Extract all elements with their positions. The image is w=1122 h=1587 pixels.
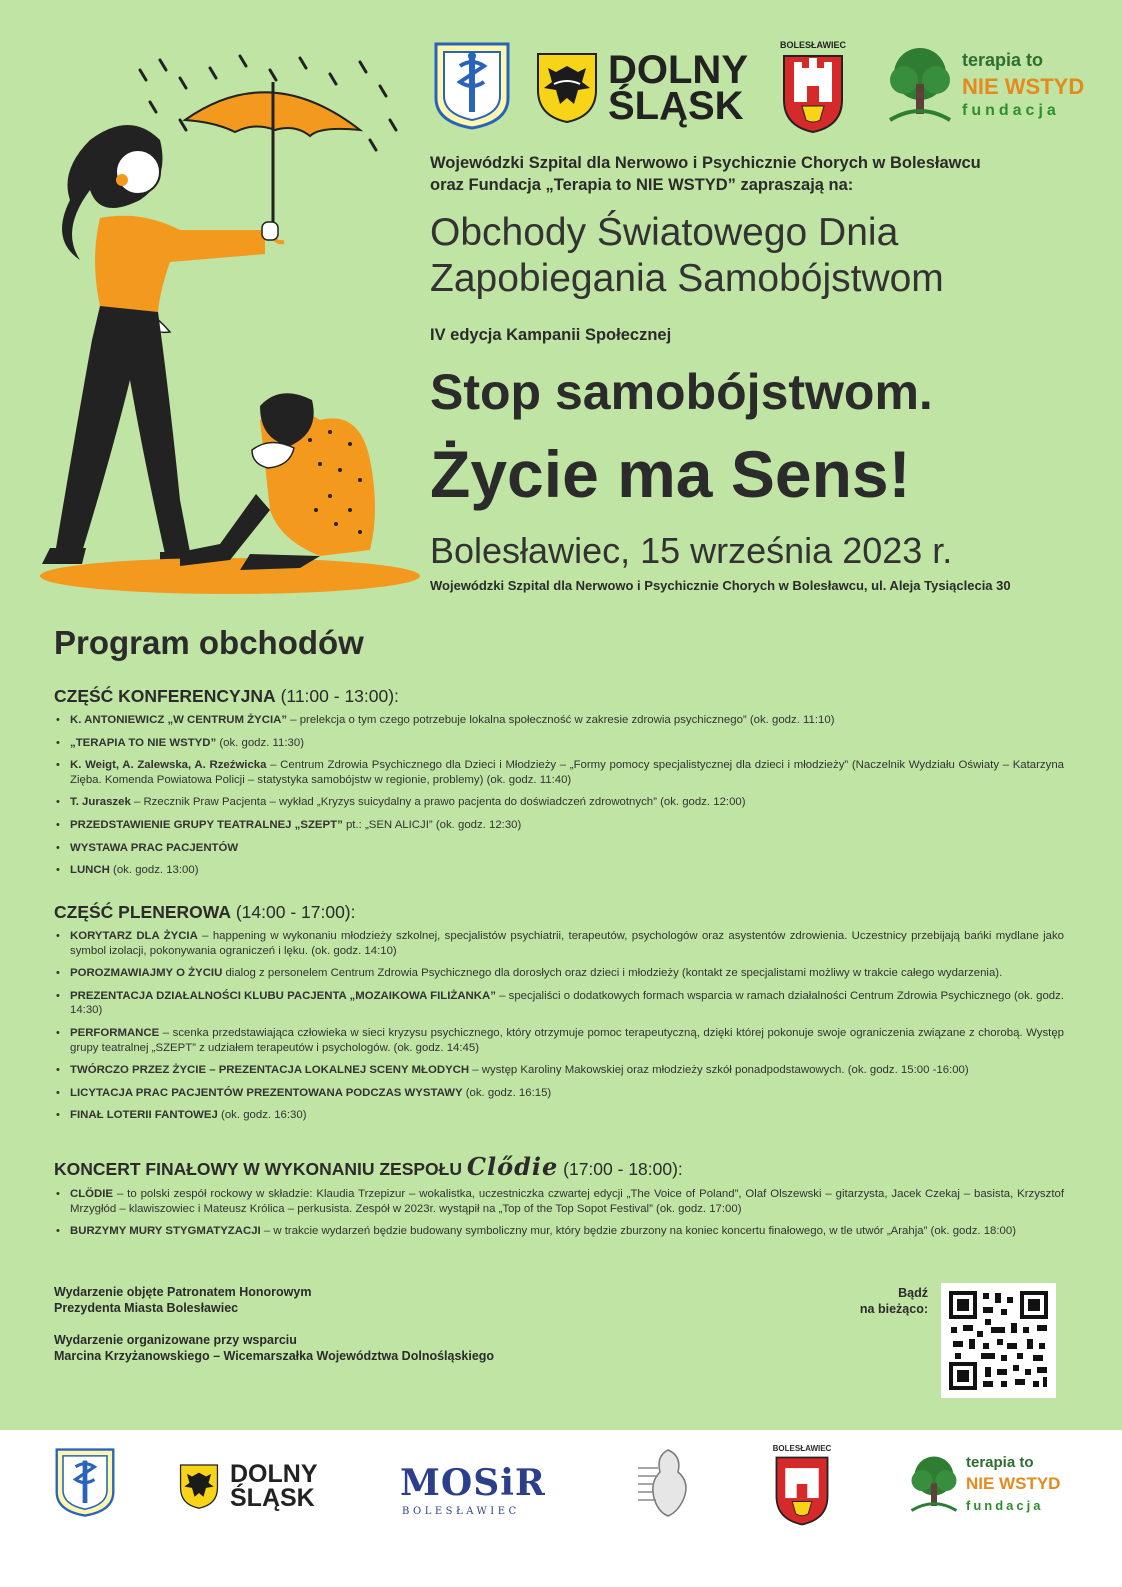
support-line-2: Marcina Krzyżanowskiego – Wicemarszałka Województwa Dolnośląskiego bbox=[54, 1349, 495, 1363]
item-bold: K. ANTONIEWICZ „W CENTRUM ŻYCIA” bbox=[70, 714, 288, 726]
mosir-subtext: BOLESŁAWIEC bbox=[402, 1506, 520, 1517]
item-text: – prelekcja o tym czego potrzebuje lokalna społeczność w zakresie zdrowia psychicznego” (ok. godz. 11:10) bbox=[287, 714, 835, 726]
footer-boleslawiec-crest bbox=[772, 1444, 832, 1528]
umbrella-illustration bbox=[20, 40, 420, 600]
item-text: (ok. godz. 11:30) bbox=[216, 736, 304, 749]
patronage-note bbox=[54, 1284, 311, 1316]
fundacja-line2: NIE WSTYD bbox=[962, 74, 1085, 99]
support-note bbox=[54, 1332, 494, 1364]
list-item bbox=[54, 1086, 1064, 1101]
section-name: CZĘŚĆ KONFERENCYJNA bbox=[54, 686, 276, 706]
mosir-text: MOSiR bbox=[400, 1462, 546, 1504]
item-text: – Centrum Zdrowia Psychicznego dla Dzieci i Młodzieży – „Formy pomocy specjalistycznej dla dzieci i młodzieży” (Naczelnik Wydziału Oświaty – Katarzyna Zięba. Komenda Powiatowa Policji – statystyka samobójstw w regionie, problemy) (ok. godz. 11:40) bbox=[70, 759, 1064, 786]
list-item bbox=[54, 863, 1064, 878]
list-item bbox=[54, 818, 1064, 833]
hospital-logo bbox=[430, 38, 514, 130]
list-item bbox=[54, 989, 1064, 1018]
event-title bbox=[430, 210, 944, 302]
item-text: – występ Karoliny Makowskiej oraz młodzieży szkół ponadpodstawowych. (ok. godz. 15:00 -16:00) bbox=[469, 1064, 969, 1077]
list-item bbox=[54, 1224, 1064, 1239]
intro-line-2: oraz Fundacja „Terapia to NIE WSTYD” zapraszają na: bbox=[430, 176, 854, 194]
item-bold: LICYTACJA PRAC PACJENTÓW PREZENTOWANA PODCZAS WYSTAWY bbox=[70, 1086, 463, 1099]
event-title-line-2: Zapobiegania Samobójstwom bbox=[430, 257, 944, 300]
item-text: – Rzecznik Praw Pacjenta – wykład „Kryzys suicydalny a prawo pacjenta do doświadczeń zdrowotnych” (ok. godz. 12:00) bbox=[130, 796, 746, 809]
list-item bbox=[54, 736, 1064, 751]
item-bold: „TERAPIA TO NIE WSTYD” bbox=[70, 736, 217, 749]
item-bold: K. Weigt, A. Zalewska, A. Rzeźwicka bbox=[70, 759, 267, 772]
item-bold: WYSTAWA PRAC PACJENTÓW bbox=[70, 841, 239, 854]
slask-text: ŚLĄSK bbox=[608, 84, 744, 128]
list-item bbox=[54, 1108, 1064, 1123]
list-item bbox=[54, 841, 1064, 856]
item-text: dialog z personelem Centrum Zdrowia Psychicznego dla dorosłych oraz dzieci i młodzieży (kontakt ze specjalistami możliwy w trakcie całego wydarzenia). bbox=[222, 967, 1003, 980]
section-heading bbox=[54, 686, 1064, 707]
slogan-line-1: Stop samobójstwom. bbox=[430, 364, 933, 420]
section-outdoor bbox=[54, 902, 1064, 1131]
list-item bbox=[54, 929, 1064, 958]
qr-label-line-2: na bieżąco: bbox=[859, 1302, 928, 1316]
item-bold: TWÓRCZO PRZEZ ŻYCIE – PREZENTACJA LOKALNEJ SCENY MŁODYCH bbox=[70, 1064, 470, 1077]
fundacja-logo bbox=[880, 44, 1090, 134]
section-items bbox=[54, 929, 1064, 1123]
dolny-slask-wordmark bbox=[608, 48, 748, 128]
item-bold: PRZEDSTAWIENIE GRUPY TEATRALNEJ „SZEPT” bbox=[70, 818, 343, 831]
section-items bbox=[54, 713, 1064, 878]
section-time: (11:00 - 13:00): bbox=[275, 686, 399, 706]
footer-fund-line1: terapia to bbox=[966, 1454, 1034, 1471]
patronage-line-1: Wydarzenie objęte Patronatem Honorowym bbox=[54, 1285, 312, 1299]
patronage-line-2: Prezydenta Miasta Bolesławiec bbox=[54, 1301, 239, 1315]
list-item bbox=[54, 966, 1064, 981]
item-bold: FINAŁ LOTERII FANTOWEJ bbox=[70, 1109, 218, 1122]
boleslawiec-crest bbox=[780, 40, 846, 136]
event-date: Bolesławiec, 15 września 2023 r. bbox=[430, 530, 953, 571]
dolny-text: DOLNY bbox=[608, 48, 748, 92]
item-text: – w trakcie wydarzeń będzie budowany symboliczny mur, który będzie zburzony na koniec koncertu finałowego, w tle utwór „Arahja” (ok. godz. 18:00) bbox=[260, 1225, 1017, 1238]
footer-slask-text: ŚLĄSK bbox=[230, 1484, 315, 1512]
list-item bbox=[54, 713, 1064, 728]
footer-dolny-slask-logo bbox=[178, 1462, 328, 1512]
slogan-line-2: Życie ma Sens! bbox=[430, 437, 911, 511]
list-item bbox=[54, 1187, 1064, 1216]
item-bold: POROZMAWIAJMY O ŻYCIU bbox=[70, 967, 223, 980]
item-bold: KORYTARZ DLA ŻYCIA bbox=[70, 930, 198, 942]
intro-line-1: Wojewódzki Szpital dla Nerwowo i Psychicznie Chorych w Bolesławcu bbox=[430, 154, 981, 172]
item-bold: BURZYMY MURY STYGMATYZACJI bbox=[70, 1225, 261, 1238]
mosir-logo bbox=[400, 1458, 570, 1524]
section-conference bbox=[54, 686, 1064, 886]
list-item bbox=[54, 1026, 1064, 1055]
qr-label-line-1: Bądź bbox=[898, 1286, 928, 1300]
footer-fund-line3: fundacja bbox=[966, 1498, 1044, 1513]
boleslawiec-label: BOLESŁAWIEC bbox=[780, 40, 847, 50]
section-name: CZĘŚĆ PLENEROWA bbox=[54, 902, 231, 922]
list-item bbox=[54, 758, 1064, 787]
footer-dolny-text: DOLNY bbox=[230, 1460, 318, 1488]
fundacja-line3: fundacja bbox=[962, 102, 1060, 119]
footer-fund-line2: NIE WSTYD bbox=[966, 1474, 1061, 1493]
item-bold: PREZENTACJA DZIAŁALNOŚCI KLUBU PACJENTA „MOZAIKOWA FILIŻANKA” bbox=[70, 989, 496, 1002]
item-text: – to polski zespół rockowy w składzie: Klaudia Trzepizur – wokalistka, uczestniczka czwartej edycji „The Voice of Poland”, Olaf Olszewski – gitarzysta, Jacek Czekaj – basista, Krzysztof Mrzygłód – klawiszowiec i Mateusz Królica – perkusista. Zespół w 2023r. wystąpił na „Top of the Top Sopot Festival” (ok. godz. 17:00) bbox=[70, 1188, 1064, 1215]
footer-boleslawiec-label: BOLESŁAWIEC bbox=[772, 1444, 832, 1453]
item-text: – specjaliści o dodatkowych formach wsparcia w ramach działalności Centrum Zdrowia Psychicznego (ok. godz. 14:30) bbox=[70, 989, 1064, 1017]
footer-fundacja-logo bbox=[904, 1448, 1064, 1528]
support-line-1: Wydarzenie organizowane przy wsparciu bbox=[54, 1333, 297, 1347]
item-bold: LUNCH bbox=[70, 864, 110, 877]
item-bold: PERFORMANCE bbox=[70, 1026, 160, 1039]
list-item bbox=[54, 795, 1064, 810]
qr-code[interactable] bbox=[941, 1283, 1056, 1398]
footer-hospital-logo bbox=[52, 1444, 118, 1523]
item-text: (ok. godz. 16:30) bbox=[217, 1109, 307, 1122]
event-address: Wojewódzki Szpital dla Nerwowo i Psychicznie Chorych w Bolesławcu, ul. Aleja Tysiąclecia 30 bbox=[430, 578, 1011, 593]
program-title: Program obchodów bbox=[54, 624, 364, 661]
footer-ds-wordmark bbox=[230, 1462, 318, 1510]
item-text: – happening w wykonaniu młodzieży szkolnej, specjalistów psychiatrii, terapeutów, psychologów oraz asystentów zdrowienia. Uczestnicy przebijają bańki mydlane jako symbol izolacji, pokonywania ograniczeń i lęku. (ok. godz. 14:10) bbox=[70, 930, 1064, 957]
item-bold: T. Juraszek bbox=[70, 796, 131, 809]
event-title-line-1: Obchody Światowego Dnia bbox=[430, 211, 899, 254]
section-time: (17:00 - 18:00): bbox=[558, 1159, 683, 1179]
culture-centre-logo bbox=[638, 1446, 702, 1522]
section-name: KONCERT FINAŁOWY W WYKONANIU ZESPOŁU bbox=[54, 1159, 462, 1179]
qr-label bbox=[846, 1285, 928, 1317]
fundacja-line1: terapia to bbox=[962, 50, 1044, 70]
section-heading bbox=[54, 1152, 1064, 1181]
section-heading bbox=[54, 902, 1064, 923]
section-items bbox=[54, 1187, 1064, 1239]
sponsors-footer bbox=[0, 1430, 1122, 1587]
item-text: (ok. godz. 16:15) bbox=[462, 1086, 552, 1099]
item-text: pt.: „SEN ALICJI” (ok. godz. 12:30) bbox=[342, 818, 522, 831]
item-bold: CLÖDIE bbox=[70, 1188, 114, 1200]
item-text: – scenka przedstawiająca człowieka w sieci kryzysu psychicznego, który otrzymuje pomoc terapeutyczną, dzięki której pokonuje swoje ograniczenia związane z chorobą. Występ grupy teatralnej „SZEPT” z udziałem terapeutów i psychologów. (ok. godz. 14:45) bbox=[70, 1026, 1064, 1054]
edition-label: IV edycja Kampanii Społecznej bbox=[430, 326, 672, 344]
section-concert bbox=[54, 1152, 1064, 1247]
intro-text bbox=[430, 152, 981, 196]
dolny-slask-logo bbox=[534, 48, 754, 128]
item-text: (ok. godz. 13:00) bbox=[109, 864, 199, 877]
band-logotype: Clődie bbox=[466, 1152, 559, 1181]
section-time: (14:00 - 17:00): bbox=[230, 902, 356, 922]
list-item bbox=[54, 1063, 1064, 1078]
